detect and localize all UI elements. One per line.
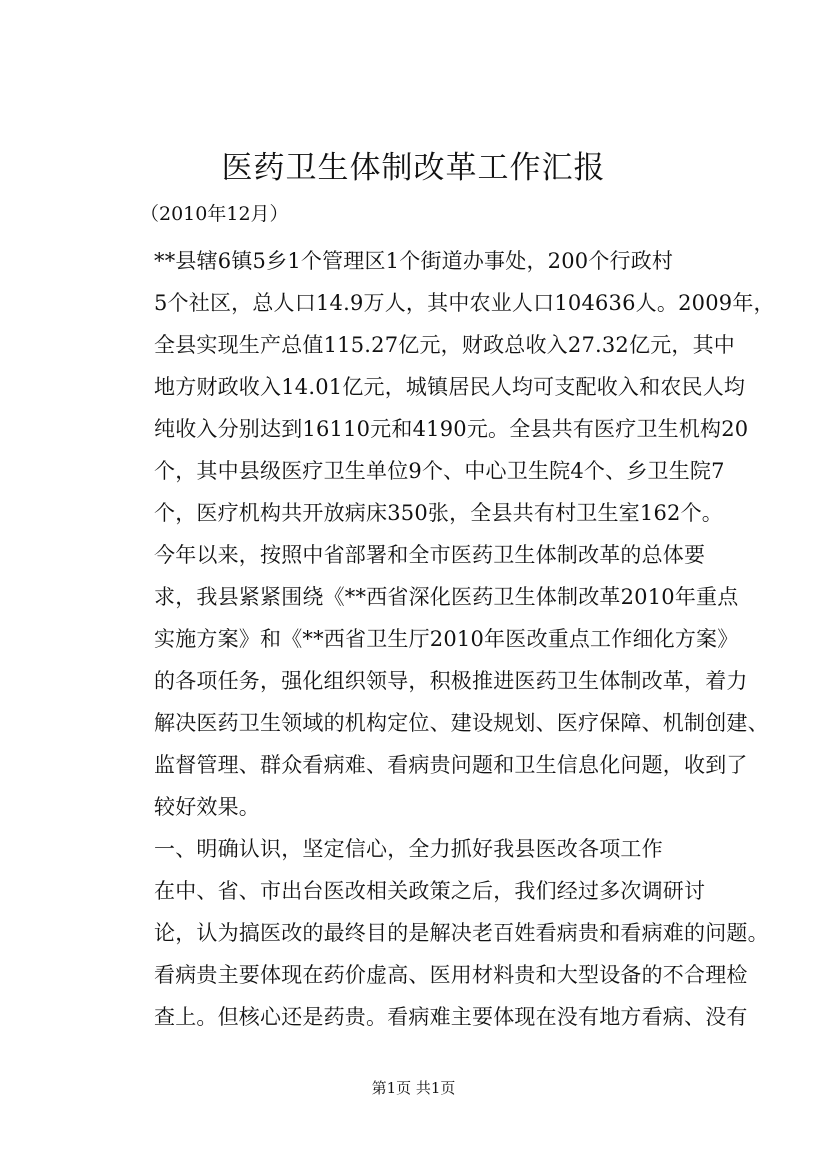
body-paragraph <box>112 534 769 828</box>
paragraph-line: 全县实现生产总值115.27亿元，财政总收入27.32亿元，其中 <box>154 333 735 357</box>
body-paragraph <box>112 240 775 534</box>
paragraph-line: 论，认为搞医改的最终目的是解决老百姓看病贵和看病难的问题。 <box>154 921 769 945</box>
paragraph-line: 纯收入分别达到16110元和4190元。全县共有医疗卫生机构20 <box>154 417 749 441</box>
paragraph-line: 今年以来，按照中省部署和全市医药卫生体制改革的总体要 <box>154 543 706 567</box>
paragraph-line: 看病贵主要体现在药价虚高、医用材料贵和大型设备的不合理检 <box>154 963 748 987</box>
body-paragraph <box>112 828 718 870</box>
paragraph-line: 较好效果。 <box>154 795 260 819</box>
page-footer: 第1页 共1页 <box>371 1079 456 1097</box>
paragraph-line: **县辖6镇5乡1个管理区1个街道办事处，200个行政村 <box>154 249 674 273</box>
paragraph-line: 在中、省、市出台医改相关政策之后，我们经过多次调研讨 <box>154 879 706 903</box>
paragraph-line: 监督管理、群众看病难、看病贵问题和卫生信息化问题，收到了 <box>154 753 748 777</box>
document-body <box>112 240 775 1038</box>
document-date: （2010年12月） <box>140 203 289 225</box>
body-paragraph <box>112 870 769 1038</box>
paragraph-line: 个，医疗机构共开放病床350张，全县共有村卫生室162个。 <box>154 501 723 525</box>
document-title: 医药卫生体制改革工作汇报 <box>221 150 606 186</box>
paragraph-line: 查上。但核心还是药贵。看病难主要体现在没有地方看病、没有 <box>154 1005 748 1029</box>
paragraph-line: 5个社区，总人口14.9万人，其中农业人口104636人。2009年， <box>154 291 775 315</box>
paragraph-line: 求，我县紧紧围绕《**西省深化医药卫生体制改革2010年重点 <box>154 585 739 609</box>
paragraph-line: 一、明确认识，坚定信心，全力抓好我县医改各项工作 <box>154 837 663 861</box>
paragraph-line: 的各项任务，强化组织领导，积极推进医药卫生体制改革，着力 <box>154 669 748 693</box>
paragraph-line: 解决医药卫生领域的机构定位、建设规划、医疗保障、机制创建、 <box>154 711 769 735</box>
paragraph-line: 个，其中县级医疗卫生单位9个、中心卫生院4个、乡卫生院7 <box>154 459 725 483</box>
paragraph-line: 地方财政收入14.01亿元，城镇居民人均可支配收入和农民人均 <box>154 375 746 399</box>
paragraph-line: 实施方案》和《**西省卫生厅2010年医改重点工作细化方案》 <box>154 627 739 651</box>
